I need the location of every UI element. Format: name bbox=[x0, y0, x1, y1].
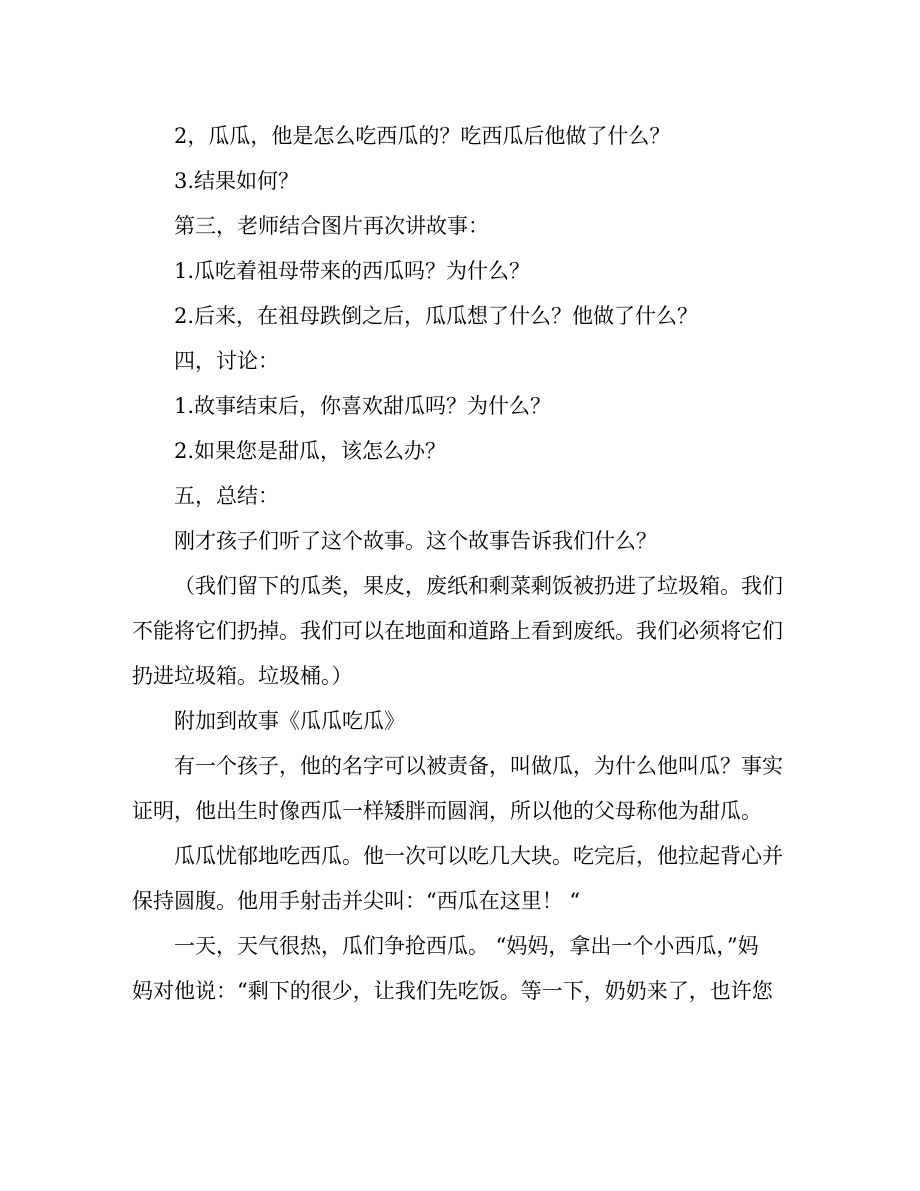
paragraph-line: （我们留下的瓜类，果皮，废纸和剩菜剩饭被扔进了垃圾箱。我们 bbox=[174, 574, 783, 598]
appendix-title: 附加到故事《瓜瓜吃瓜》 bbox=[174, 709, 405, 733]
paragraph-child bbox=[132, 744, 794, 834]
summary-question: 刚才孩子们听了这个故事。这个故事告诉我们什么？ bbox=[174, 529, 657, 553]
paragraph-line: 一天，天气很热，瓜们争抢西瓜。 “妈妈，拿出一个小西瓜，”妈 bbox=[174, 934, 759, 958]
section-heading-third: 第三，老师结合图片再次讲故事： bbox=[174, 214, 489, 238]
paragraph-day bbox=[132, 924, 794, 1014]
section-heading-discussion: 四，讨论： bbox=[174, 349, 279, 373]
paragraph-line: 扔进垃圾箱。垃圾桶。） bbox=[132, 664, 353, 688]
question-line-third-1: 1.瓜吃着祖母带来的西瓜吗？为什么？ bbox=[174, 259, 531, 283]
discussion-question-1: 1.故事结束后，你喜欢甜瓜吗？为什么？ bbox=[174, 394, 552, 418]
paragraph-line: 不能将它们扔掉。我们可以在地面和道路上看到废纸。我们必须将它们 bbox=[132, 619, 783, 643]
paragraph-line: 有一个孩子，他的名字可以被责备，叫做瓜，为什么他叫瓜？事实 bbox=[174, 754, 783, 778]
paragraph-trash bbox=[132, 564, 794, 699]
question-line-3: 3.结果如何？ bbox=[174, 169, 300, 193]
paragraph-line: 瓜瓜忧郁地吃西瓜。他一次可以吃几大块。吃完后，他拉起背心并 bbox=[174, 844, 783, 868]
paragraph-line: 保持圆腹。他用手射击并尖叫：“西瓜在这里！ “ bbox=[132, 889, 581, 913]
discussion-question-2: 2.如果您是甜瓜，该怎么办？ bbox=[174, 439, 447, 463]
paragraph-line: 证明，他出生时像西瓜一样矮胖而圆润，所以他的父母称他为甜瓜。 bbox=[132, 799, 762, 823]
document-body bbox=[132, 114, 794, 1014]
paragraph-eating bbox=[132, 834, 794, 924]
question-line-2: 2，瓜瓜，他是怎么吃西瓜的？吃西瓜后他做了什么？ bbox=[174, 124, 671, 148]
section-heading-summary: 五，总结： bbox=[174, 484, 279, 508]
question-line-third-2: 2.后来，在祖母跌倒之后，瓜瓜想了什么？他做了什么？ bbox=[174, 304, 699, 328]
paragraph-line: 妈对他说：“剩下的很少，让我们先吃饭。等一下，奶奶来了，也许您 bbox=[132, 979, 773, 1003]
